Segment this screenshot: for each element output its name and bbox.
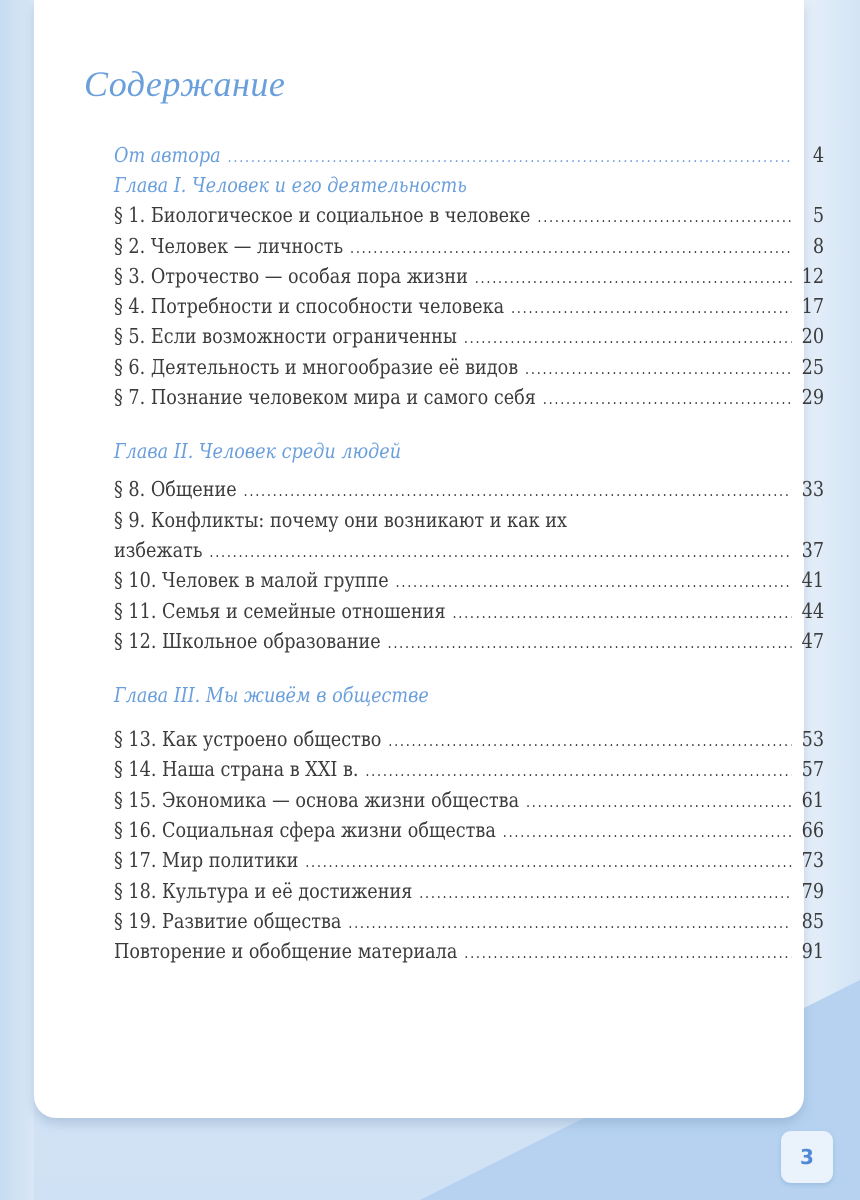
toc-entry[interactable] <box>114 818 824 848</box>
toc-entry-label: Повторение и обобщение материала <box>114 939 458 964</box>
toc-entry-page: 41 <box>801 568 825 593</box>
chapter-heading-3[interactable]: Глава III. Мы живём в обществе <box>114 683 429 708</box>
toc-entry-page: 47 <box>801 628 825 653</box>
toc-entry[interactable] <box>114 264 824 294</box>
toc-entry-page: 79 <box>801 878 825 903</box>
toc-entry-page: 53 <box>801 727 825 752</box>
toc-entry[interactable] <box>114 324 824 354</box>
toc-entry-page: 8 <box>812 233 825 258</box>
toc-entry-label: § 1. Биологическое и социальное в человеке <box>114 203 531 228</box>
toc-entry-label: § 12. Школьное образование <box>114 628 381 653</box>
dot-leader <box>475 269 792 287</box>
toc-entry-page: 44 <box>801 598 825 623</box>
toc-entry-label: § 10. Человек в малой группе <box>114 568 389 593</box>
toc-entry-page: 20 <box>801 324 825 349</box>
toc-entry[interactable] <box>114 909 824 939</box>
toc-entry-page: 85 <box>801 908 825 933</box>
toc-entry-page: 4 <box>812 143 825 167</box>
toc-entry-page: 17 <box>801 294 825 319</box>
toc-entry-page: 5 <box>812 203 825 228</box>
page-edge-left <box>0 0 34 1200</box>
dot-leader <box>503 823 792 841</box>
toc-entry[interactable] <box>114 355 824 385</box>
dot-leader <box>228 148 792 166</box>
dot-leader <box>244 482 792 500</box>
toc-entry-label: § 3. Отрочество — особая пора жизни <box>114 263 468 288</box>
toc-entry-label: § 18. Культура и её достижения <box>114 878 413 903</box>
toc-entry[interactable] <box>114 234 824 264</box>
toc-entry[interactable] <box>114 385 824 415</box>
toc-entry-label: § 14. Наша страна в XXI в. <box>114 757 359 782</box>
toc-entry-label-line1[interactable]: § 9. Конфликты: почему они возникают и как их <box>114 507 567 532</box>
toc-entry-page: 73 <box>801 848 825 873</box>
dot-leader <box>543 390 792 408</box>
toc-entry-page: 91 <box>801 939 825 964</box>
toc-entry-label: § 7. Познание человеком мира и самого себя <box>114 385 536 410</box>
section-gap <box>114 415 824 439</box>
dot-leader <box>511 299 791 317</box>
toc-entry-label: § 8. Общение <box>114 477 237 502</box>
dot-leader <box>419 884 791 902</box>
dot-leader <box>464 944 791 962</box>
dot-leader <box>209 543 791 561</box>
dot-leader <box>526 793 791 811</box>
toc-entry[interactable] <box>114 477 824 507</box>
toc-entry-label: § 4. Потребности и способности человека <box>114 294 505 319</box>
toc-entry-page: 29 <box>801 385 825 410</box>
contents-card <box>34 0 825 1118</box>
toc-entry-page: 57 <box>801 757 825 782</box>
toc-entry-label: § 19. Развитие общества <box>114 908 342 933</box>
toc-entry[interactable] <box>114 599 824 629</box>
dot-leader <box>525 360 791 378</box>
chapter-heading-1[interactable]: Глава I. Человек и его деятельность <box>114 173 467 198</box>
toc-entry-page: 12 <box>801 263 825 288</box>
toc-entry[interactable] <box>114 879 824 909</box>
toc-entry-label: От автора <box>114 143 221 167</box>
dot-leader <box>350 239 791 257</box>
toc-entry[interactable] <box>114 727 824 757</box>
dot-leader <box>388 634 792 652</box>
toc-entry-label: § 13. Как устроено общество <box>114 727 382 752</box>
toc-entry[interactable] <box>114 629 824 659</box>
toc-entry[interactable] <box>114 294 824 324</box>
toc-entry-label: § 15. Экономика — основа жизни общества <box>114 787 520 812</box>
toc-entry-label: § 17. Мир политики <box>114 848 299 873</box>
toc-entry-label: § 6. Деятельность и многообразие её видов <box>114 354 519 379</box>
toc-entry[interactable] <box>114 848 824 878</box>
section-gap <box>114 659 824 683</box>
toc-entry-label: § 2. Человек — личность <box>114 233 344 258</box>
toc-entry-page: 33 <box>801 477 825 502</box>
dot-leader <box>365 762 791 780</box>
page-number-badge: 3 <box>781 1131 833 1183</box>
toc-entry-page: 66 <box>801 818 825 843</box>
toc-entry-label: § 16. Социальная сфера жизни общества <box>114 818 496 843</box>
dot-leader <box>396 573 792 591</box>
toc-entry[interactable] <box>114 568 824 598</box>
toc-entry[interactable] <box>114 757 824 787</box>
toc-entry[interactable] <box>114 788 824 818</box>
toc-entry[interactable] <box>114 203 824 233</box>
dot-leader <box>537 208 791 226</box>
toc-entry-page: 25 <box>801 354 825 379</box>
toc-entry-label: избежать <box>114 537 203 562</box>
toc-entry-label: § 5. Если возможности ограниченны <box>114 324 457 349</box>
toc-entry-page: 37 <box>801 537 825 562</box>
toc-entry-label: § 11. Семья и семейные отношения <box>114 598 446 623</box>
dot-leader <box>348 914 791 932</box>
toc-entry[interactable] <box>114 538 824 568</box>
toc-entry-review[interactable] <box>114 939 824 969</box>
dot-leader <box>464 329 792 347</box>
toc-entry-page: 61 <box>801 787 825 812</box>
toc-entry-intro[interactable] <box>114 143 824 173</box>
dot-leader <box>452 604 791 622</box>
dot-leader <box>305 853 791 871</box>
dot-leader <box>388 732 791 750</box>
chapter-heading-2[interactable]: Глава II. Человек среди людей <box>114 439 402 464</box>
page-title: Содержание <box>84 64 286 104</box>
table-of-contents <box>114 143 824 970</box>
